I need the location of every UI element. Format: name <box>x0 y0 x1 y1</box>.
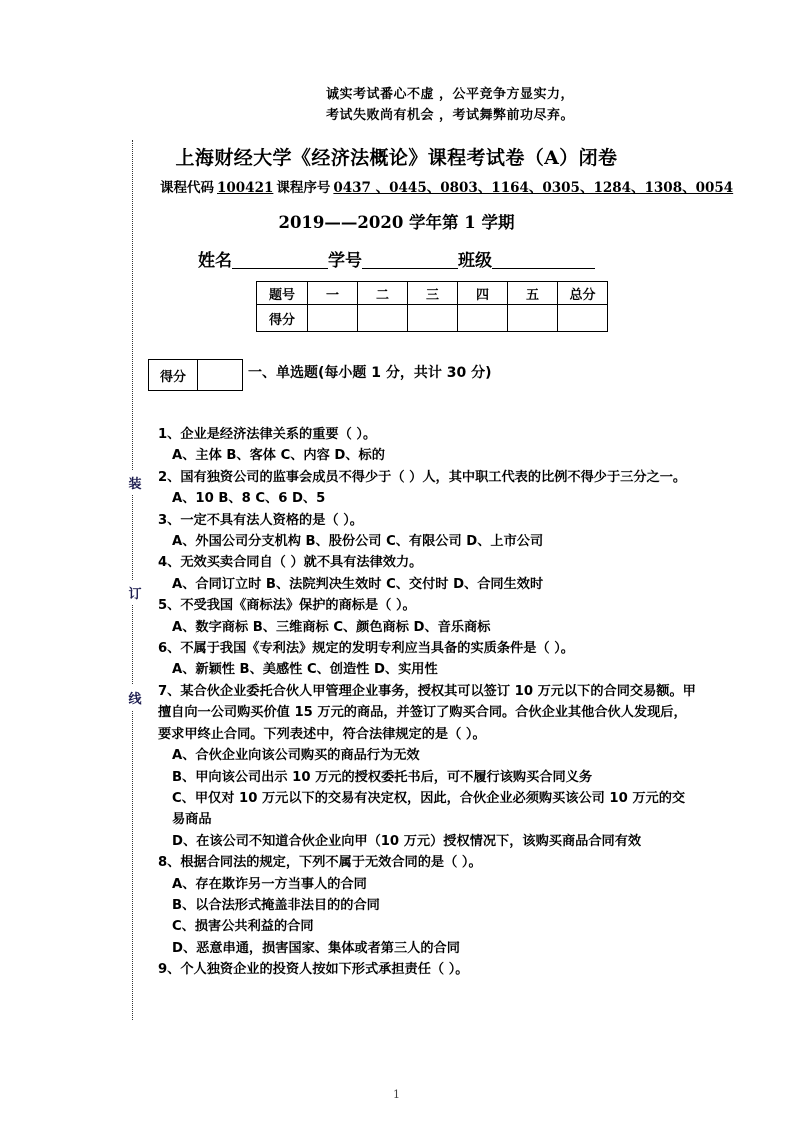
class-label: 班级 <box>458 251 492 271</box>
question-item <box>158 959 698 980</box>
question-item <box>158 852 698 959</box>
motto-line-1: 诚实考试番心不虚 ，公平竞争方显实力， <box>325 87 575 102</box>
score-table-col-1: 一 <box>308 282 358 305</box>
question-stem: 2、国有独资公司的监事会成员不得少于（ ）人，其中职工代表的比例不得少于三分之一。 <box>158 469 687 485</box>
question-option-line[interactable]: C、甲仅对 10 万元以下的交易有决定权，因此，合伙企业必须购买该公司 10 万元的交易商品 <box>172 790 686 828</box>
section1-defen-label: 得分 <box>149 360 198 391</box>
academic-term: 2019——2020 学年第 1 学期 <box>278 213 515 232</box>
score-cell-5[interactable] <box>508 305 558 332</box>
question-option-line[interactable]: A、合同订立时 B、法院判决生效时 C、交付时 D、合同生效时 <box>172 576 544 592</box>
course-code-value: 100421 <box>217 180 274 196</box>
section1-title: 一、单选题(每小题 1 分，共计 30 分) <box>248 365 492 381</box>
student-id-label: 学号 <box>328 251 362 271</box>
question-stem: 9、个人独资企业的投资人按如下形式承担责任（ ）。 <box>158 962 469 978</box>
score-cell-1[interactable] <box>308 305 358 332</box>
question-stem: 1、企业是经济法律关系的重要（ ）。 <box>158 427 377 442</box>
question-item <box>158 510 698 553</box>
question-option-line[interactable]: A、外国公司分支机构 B、股份公司 C、有限公司 D、上市公司 <box>172 534 544 550</box>
student-identity-line <box>0 246 793 271</box>
section1-defen-value[interactable] <box>198 360 243 391</box>
course-seq-label: 课程序号 <box>276 180 331 196</box>
question-option-line[interactable]: B、以合法形式掩盖非法目的的合同 <box>172 897 380 913</box>
question-stem: 3、一定不具有法人资格的是（ ）。 <box>158 512 363 528</box>
page-title: 上海财经大学《经济法概论》课程考试卷（A）闭卷 <box>175 147 618 169</box>
section1-score-box <box>148 359 243 391</box>
question-stem: 6、不属于我国《专利法》规定的发明专利应当具备的实质条件是（ ）。 <box>158 641 574 657</box>
question-option-line[interactable]: A、存在欺诈另一方当事人的合同 <box>172 876 367 892</box>
question-option-line[interactable]: C、损害公共利益的合同 <box>172 919 314 935</box>
score-table-col-4: 四 <box>458 282 508 305</box>
course-seq-value: 0437 、0445、0803、1164、0305、1284、1308、0054 <box>333 180 734 196</box>
question-item <box>158 595 698 638</box>
score-table-col-2: 二 <box>358 282 408 305</box>
question-item <box>158 467 698 510</box>
course-code-label: 课程代码 <box>160 180 214 196</box>
question-option-line[interactable]: A、新颖性 B、美感性 C、创造性 D、实用性 <box>172 662 438 678</box>
question-stem: 8、根据合同法的规定，下列不属于无效合同的是（ ）。 <box>158 855 482 871</box>
motto-line-2: 考试失败尚有机会 ，考试舞弊前功尽弃。 <box>325 108 575 123</box>
table-row <box>149 360 243 391</box>
name-input-blank[interactable] <box>232 251 328 269</box>
exam-integrity-motto <box>250 84 650 126</box>
binding-char-zhuang: 装 <box>124 470 146 495</box>
question-option-line[interactable]: A、主体 B、客体 C、内容 D、标的 <box>172 448 385 464</box>
student-id-input-blank[interactable] <box>362 251 458 269</box>
binding-char-xian: 线 <box>124 685 146 710</box>
page-number: 1 <box>393 1088 400 1101</box>
binding-margin <box>126 140 160 1020</box>
course-code-line <box>160 176 734 196</box>
table-row <box>257 305 608 332</box>
score-table-col-3: 三 <box>408 282 458 305</box>
question-option-line[interactable]: A、10 B、8 C、6 D、5 <box>172 491 326 507</box>
question-option-line[interactable]: B、甲向该公司出示 10 万元的授权委托书后，可不履行该购买合同义务 <box>172 769 593 785</box>
score-table-col-5: 五 <box>508 282 558 305</box>
score-summary-table <box>256 281 608 332</box>
score-cell-2[interactable] <box>358 305 408 332</box>
score-cell-4[interactable] <box>458 305 508 332</box>
question-option-line[interactable]: A、合伙企业向该公司购买的商品行为无效 <box>172 748 420 764</box>
question-item <box>158 638 698 681</box>
question-item <box>158 552 698 595</box>
question-list <box>158 424 698 981</box>
binding-char-ding: 订 <box>124 580 146 605</box>
score-table-col-total: 总分 <box>558 282 608 305</box>
class-input-blank[interactable] <box>492 251 595 269</box>
question-stem: 5、不受我国《商标法》保护的商标是（ ）。 <box>158 598 416 614</box>
score-table-row-label-tihao: 题号 <box>257 282 308 305</box>
question-item <box>158 424 698 467</box>
name-label: 姓名 <box>198 251 232 271</box>
question-stem: 4、无效买卖合同自（ ）就不具有法律效力。 <box>158 555 423 571</box>
question-option-line[interactable]: D、恶意串通，损害国家、集体或者第三人的合同 <box>172 940 460 956</box>
question-option-line[interactable]: D、在该公司不知道合伙企业向甲（10 万元）授权情况下，该购买商品合同有效 <box>172 833 642 849</box>
score-cell-3[interactable] <box>408 305 458 332</box>
table-row-header <box>257 282 608 305</box>
score-cell-total[interactable] <box>558 305 608 332</box>
score-table-row-label-defen: 得分 <box>257 305 308 332</box>
question-stem: 7、某合伙企业委托合伙人甲管理企业事务，授权其可以签订 10 万元以下的合同交易额。甲擅自向一公司购买价值 15 万元的商品，并签订了购买合同。合伙企业其他合伙人发现后，要求甲终止合同。下列表述中，符合法律规定的是（ ）。 <box>158 683 696 742</box>
question-option-line[interactable]: A、数字商标 B、三维商标 C、颜色商标 D、音乐商标 <box>172 619 491 635</box>
question-item <box>158 681 698 852</box>
